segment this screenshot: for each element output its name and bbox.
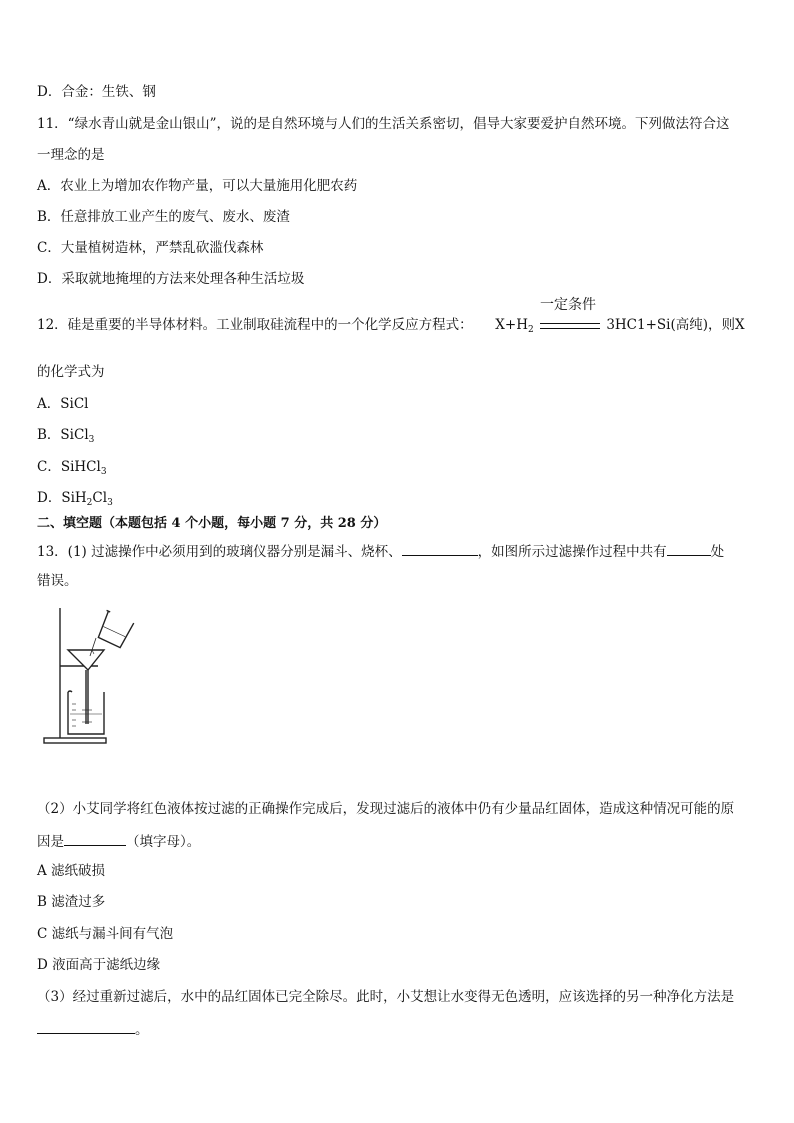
q12-option-b-text: B．SiCl <box>37 427 89 443</box>
q12-option-d-mid: Cl <box>92 490 108 506</box>
q13-part2-text: 因是 <box>37 834 64 850</box>
q12-option-b <box>37 426 94 449</box>
q13-part3-text-post: 。 <box>135 1022 149 1038</box>
q13-blank-error-count[interactable] <box>667 541 711 556</box>
q12-option-d <box>37 489 113 512</box>
q13-blank-reason[interactable] <box>64 831 126 846</box>
q11-stem-line1: 11．“绿水青山就是金山银山”，说的是自然环境与人们的生活关系密切，倡导大家要爱护自然环境。下列做法符合这 <box>37 116 730 132</box>
q12-stem-line1 <box>37 297 745 339</box>
q13-part1-line2: 错误。 <box>37 573 78 589</box>
q12-option-d-text: D．SiH <box>37 490 87 506</box>
q11-option-a: A．农业上为增加农作物产量，可以大量施用化肥农药 <box>37 178 358 194</box>
q12-option-d-sub1: 2 <box>86 498 93 508</box>
q12-reaction-arrow <box>538 297 602 334</box>
q13-option-b: B 滤渣过多 <box>37 894 106 910</box>
q12-option-d-sub2: 3 <box>107 498 113 508</box>
q11-option-c: C．大量植树造林，严禁乱砍滥伐森林 <box>37 240 264 256</box>
q11-option-b: B．任意排放工业产生的废气、废水、废渣 <box>37 209 290 225</box>
q13-part1-text-post: 处 <box>710 544 725 560</box>
q13-part2-line2 <box>37 831 200 851</box>
q13-blank-instrument[interactable] <box>402 541 478 556</box>
q13-part1-line1 <box>37 541 724 561</box>
q13-part1-text-mid: ，如图所示过滤操作过程中共有 <box>477 544 667 560</box>
q13-blank-method[interactable] <box>37 1019 135 1034</box>
option-d-alloy: D．合金：生铁、钢 <box>37 84 156 100</box>
q13-option-c: C 滤纸与漏斗间有气泡 <box>37 926 174 942</box>
q13-part3-line2 <box>37 1019 149 1039</box>
q13-option-d: D 液面高于滤纸边缘 <box>37 957 161 973</box>
q12-stem-text: 12．硅是重要的半导体材料。工业制取硅流程中的一个化学反应方程式： <box>37 317 473 333</box>
q12-option-c-sub: 3 <box>100 467 107 477</box>
filtration-apparatus-figure <box>38 604 142 748</box>
q12-equation-left: X+H <box>495 317 528 333</box>
q12-option-c <box>37 458 107 481</box>
q13-part2-line1: （2）小艾同学将红色液体按过滤的正确操作完成后，发现过滤后的液体中仍有少量品红固体，造成这种情况可能的原 <box>37 801 735 817</box>
q13-part1-text: 13．(1) 过滤操作中必须用到的玻璃仪器分别是漏斗、烧杯、 <box>37 544 402 560</box>
q13-part2-text-post: （填字母）。 <box>126 834 201 850</box>
q13-option-a: A 滤纸破损 <box>37 863 106 879</box>
q12-equation-right: 3HC1+Si(高纯)，则X <box>606 317 745 333</box>
q13-part3-line1: （3）经过重新过滤后，水中的品红固体已完全除尽。此时，小艾想让水变得无色透明，应该选择的另一种净化方法是 <box>37 989 735 1005</box>
q11-stem-line2: 一理念的是 <box>37 147 105 163</box>
q12-option-a: A．SiCl <box>37 396 89 412</box>
q12-option-b-sub: 3 <box>88 435 95 445</box>
q12-reaction-condition: 一定条件 <box>540 297 597 313</box>
q11-option-d: D．采取就地掩埋的方法来处理各种生活垃圾 <box>37 271 305 287</box>
q12-option-c-text: C．SiHCl <box>37 459 101 475</box>
q12-equation-left-sub: 2 <box>527 325 534 335</box>
section-heading-fill-in: 二、填空题（本题包括 4 个小题，每小题 7 分，共 28 分） <box>37 516 387 531</box>
q12-stem-line2: 的化学式为 <box>37 364 105 380</box>
